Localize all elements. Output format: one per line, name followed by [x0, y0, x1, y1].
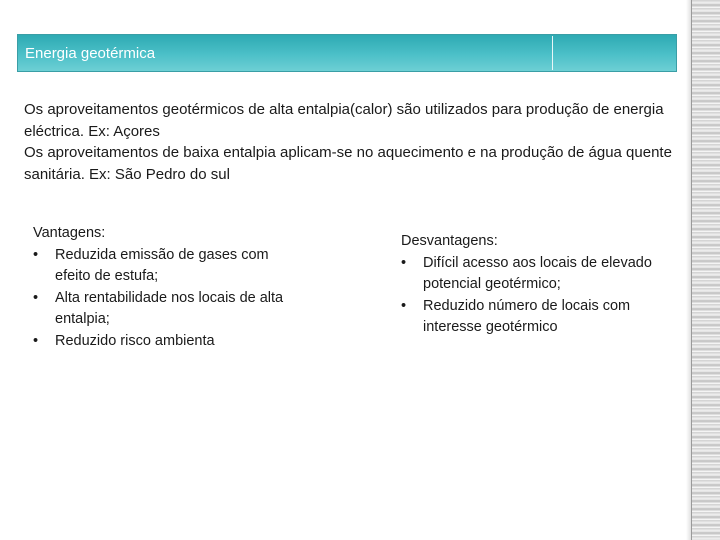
advantage-text: Alta rentabilidade nos locais de alta entalpia;: [55, 289, 284, 327]
torn-page-edge: [691, 0, 720, 540]
disadvantage-text: Difícil acesso aos locais de elevado potencial geotérmico;: [423, 254, 652, 292]
list-item: [401, 253, 681, 296]
disadvantage-text: Reduzido número de locais com interesse geotérmico: [423, 297, 631, 335]
advantages-list: [33, 245, 303, 353]
bullet: •: [33, 332, 39, 349]
advantage-text: Reduzida emissão de gases com efeito de estufa;: [55, 246, 269, 284]
advantage-text: Reduzido risco ambienta: [55, 332, 215, 349]
list-item: [33, 331, 303, 353]
list-item: [33, 245, 303, 288]
disadvantages-column: [401, 231, 681, 339]
list-item: [33, 288, 303, 331]
bullet: •: [33, 289, 39, 306]
intro-text: [24, 99, 684, 185]
intro-paragraph-high-enthalpy: Os aproveitamentos geotérmicos de alta entalpia(calor) são utilizados para produção de energia eléctrica. Ex: Açores: [24, 101, 664, 140]
disadvantages-heading: Desvantagens:: [401, 233, 498, 249]
title-bar: [17, 34, 677, 72]
disadvantages-list: [401, 253, 681, 339]
intro-paragraph-low-enthalpy: Os aproveitamentos de baixa entalpia aplicam-se no aquecimento e na produção de água quente sanitária. Ex: São Pedro do sul: [24, 144, 672, 183]
bullet: •: [401, 254, 407, 271]
advantages-heading: Vantagens:: [33, 225, 106, 241]
advantages-column: [33, 223, 303, 352]
slide-title: Energia geotérmica: [25, 45, 156, 62]
list-item: [401, 296, 681, 339]
title-bar-divider: [552, 36, 553, 70]
bullet: •: [401, 297, 407, 314]
bullet: •: [33, 246, 39, 263]
